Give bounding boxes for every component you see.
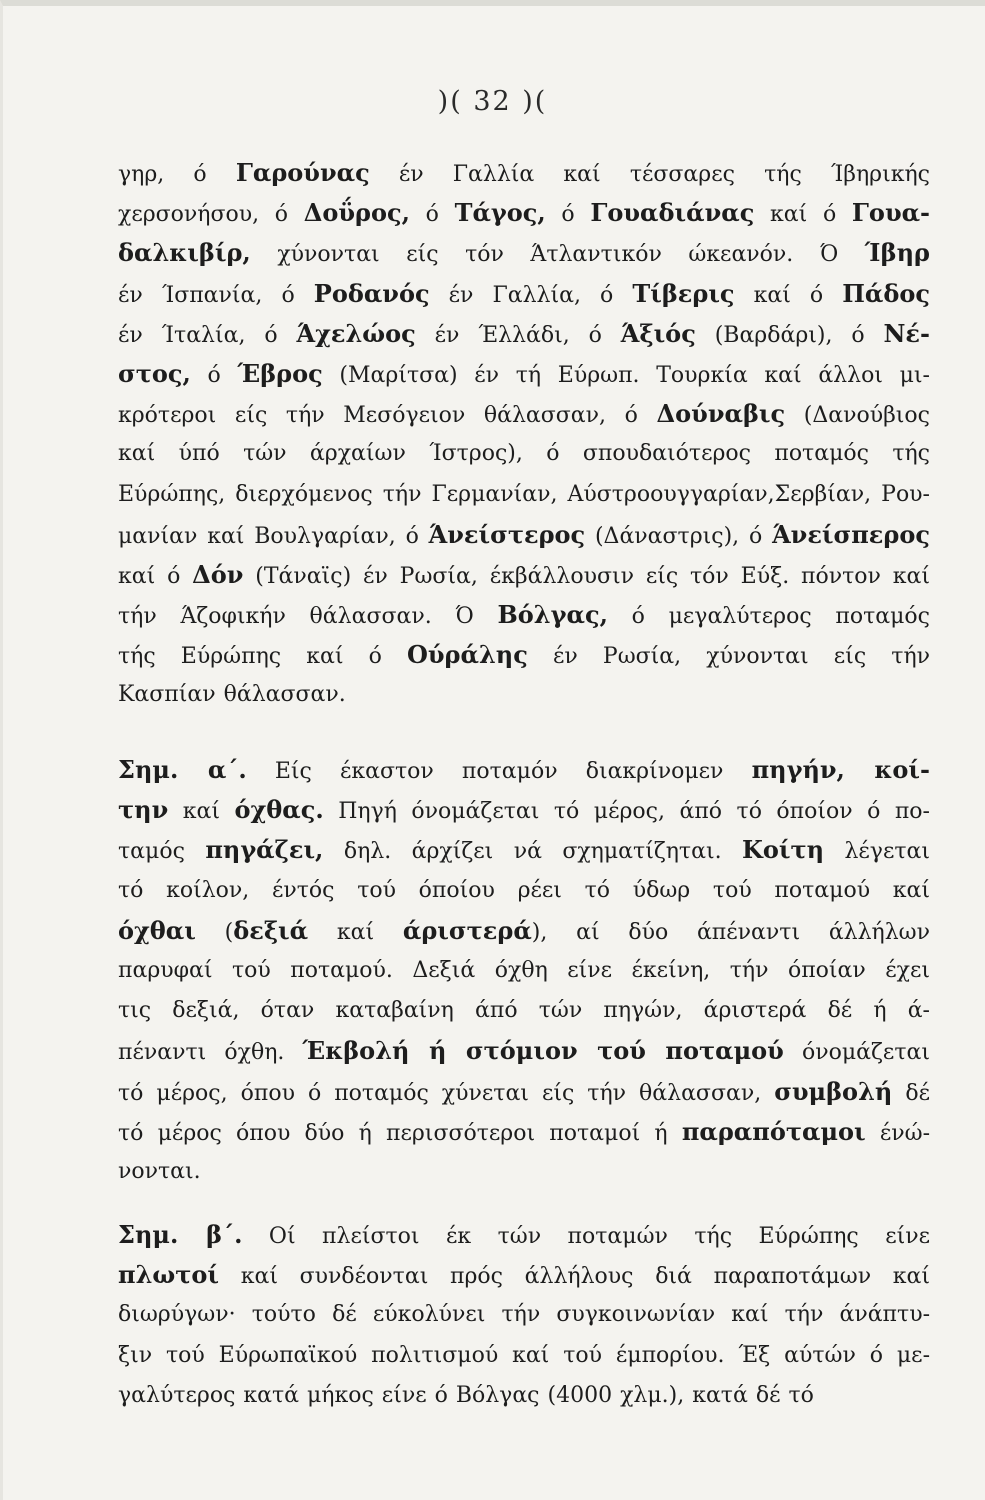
bold-term: συμβολή — [774, 1076, 893, 1106]
text-run: Εύρώπης, διερχόμενος τήν Γερμανίαν, Αύστροουγγαρίαν,Σερβίαν, Ρου- — [118, 481, 930, 507]
text-run: τής Εύρώπης καί ό — [118, 644, 407, 670]
bold-term: πλωτοί — [118, 1260, 220, 1290]
text-run: Είς έκαστον ποταμόν διακρίνομεν — [246, 759, 752, 784]
text-run: ( — [195, 919, 234, 945]
text-line — [118, 233, 930, 273]
text-line — [118, 394, 930, 434]
bold-term: Άνείσπερος — [772, 519, 930, 549]
text-line — [118, 1031, 930, 1071]
text-run: δηλ. άρχίζει νά σχηματίζηται. — [323, 839, 742, 865]
bold-term: Δούναβις — [656, 399, 786, 429]
text-line — [118, 951, 930, 991]
bold-term: Άχελώος — [296, 318, 416, 348]
bold-term: στος, — [118, 358, 191, 388]
text-run: χερσονήσου, ό — [118, 202, 304, 228]
bold-term: Βόλγας, — [497, 600, 608, 630]
text-run: έν Γαλλία καί τέσσαρες τής Ίβηρικής — [369, 162, 930, 187]
text-run: τήν Άζοφικήν θάλασσαν. Ό — [118, 604, 498, 630]
text-line — [118, 1336, 930, 1376]
bold-term: Νέ- — [883, 318, 930, 348]
paragraph-note-b — [118, 1215, 930, 1416]
text-line — [118, 991, 930, 1031]
bold-term: Ούράλης — [406, 640, 528, 670]
paragraph-rivers — [118, 153, 930, 716]
text-run: έν Γαλλία, ό — [429, 282, 633, 308]
text-line — [118, 595, 930, 635]
bold-term: Δοΰρος, — [303, 198, 410, 228]
text-line — [118, 790, 930, 830]
text-run: (Τάναϊς) έν Ρωσία, έκβάλλουσιν είς τόν Εύξ. πόντον καί — [243, 563, 930, 589]
text-run: (Βαρδάρι), ό — [695, 322, 884, 348]
paragraph-note-a — [118, 750, 930, 1192]
text-line — [118, 1112, 930, 1152]
text-run: τό μέρος όπου δύο ή περισσότεροι ποταμοί ή — [118, 1120, 682, 1146]
text-line — [118, 153, 930, 193]
text-line — [118, 675, 930, 715]
bold-term: δαλκιβίρ, — [118, 238, 251, 268]
text-line — [118, 1295, 930, 1335]
text-line — [118, 274, 930, 314]
bold-term: δεξιά — [233, 915, 309, 945]
text-run: τό κοίλον, έντός τού όποίου ρέει τό ύδωρ τού ποταμού καί — [118, 877, 930, 903]
page-number: )( 32 )( — [437, 86, 548, 117]
text-run: χύνονται είς τόν Άτλαντικόν ώκεανόν. Ό — [250, 242, 865, 268]
text-run: έν Ίταλία, ό — [118, 322, 297, 348]
bold-term: την — [118, 795, 169, 825]
text-run: καί συνδέονται πρός άλλήλους διά παραποτάμων καί — [219, 1264, 930, 1290]
text-run: καί ύπό τών άρχαίων Ίστρος), ό σπουδαιότερος ποταμός τής — [118, 441, 930, 467]
text-run: πέναντι όχθη. — [118, 1040, 303, 1066]
text-run: ξιν τού Εύρωπαϊκού πολιτισμού καί τού έμπορίου. Έξ αύτών ό με- — [118, 1342, 930, 1368]
text-run: έν Ρωσία, χύνονται είς τήν — [527, 644, 930, 670]
text-run: κρότεροι είς τήν Μεσόγειον θάλασσαν, ό — [118, 403, 657, 429]
bold-term: Ίβηρ — [864, 238, 930, 268]
text-line — [118, 1215, 930, 1255]
text-run: μανίαν καί Βουλγαρίαν, ό — [118, 523, 429, 549]
text-line — [118, 830, 930, 870]
text-line — [118, 635, 930, 675]
text-run: λέγεται — [824, 839, 931, 865]
bold-term: άριστερά — [402, 915, 532, 945]
text-run: έν Ίσπανία, ό — [118, 282, 314, 308]
text-run: ), αί δύο άπέναντι άλλήλων — [531, 919, 930, 945]
bold-term: Γαρούνας — [235, 158, 370, 187]
bold-term: Ροδανός — [313, 278, 430, 308]
text-run: τις δεξιά, όταν καταβαίνη άπό τών πηγών, άριστερά δέ ή ά- — [118, 998, 930, 1024]
text-run: ό — [193, 162, 236, 187]
bold-term: Άνείστερος — [428, 519, 586, 549]
text-run: καί ό — [734, 282, 843, 308]
text-run: ό μεγαλύτερος ποταμός — [607, 604, 930, 630]
bold-term: όχθας. — [234, 795, 324, 825]
text-run: (Μαρίτσα) έν τή Εύρωπ. Τουρκία καί άλλοι μι- — [322, 362, 930, 388]
bold-term: Τίβερις — [632, 278, 735, 308]
text-run: καί ό — [118, 563, 193, 589]
bold-term: Δόν — [192, 559, 244, 589]
text-run: ένώ- — [865, 1120, 931, 1146]
bold-term: Πάδος — [842, 278, 930, 308]
text-run: ταμός — [118, 839, 206, 865]
bold-term: Γουα- — [851, 198, 931, 228]
text-run: ό — [190, 362, 238, 388]
bold-term: παραπόταμοι — [681, 1116, 866, 1146]
text-run: δέ — [892, 1080, 930, 1106]
text-line — [118, 475, 930, 515]
text-line — [118, 1376, 930, 1416]
bold-term: Άξιός — [620, 318, 696, 348]
text-line — [118, 750, 930, 790]
text-run: παρυφαί τού ποταμού. Δεξιά όχθη είνε έκείνη, τήν όποίαν έχει — [118, 957, 930, 983]
text-line — [118, 1072, 930, 1112]
text-run: καί ό — [754, 202, 852, 228]
bold-term: πηγάζει, — [205, 835, 324, 865]
text-run: Οί πλείστοι έκ τών ποταμών τής Εύρώπης είνε — [242, 1224, 930, 1249]
bold-term: όχθαι — [118, 915, 196, 945]
bold-term: πηγήν, κοί- — [751, 755, 930, 784]
bold-term: Κοίτη — [741, 835, 825, 865]
text-run: (Δάναστρις), ό — [585, 523, 773, 549]
bold-term: Τάγος, — [454, 198, 546, 228]
text-run: γαλύτερος κατά μήκος είνε ό Βόλγας (4000 χλμ.), κατά δέ τό — [118, 1382, 814, 1408]
text-line — [118, 1255, 930, 1295]
text-run: γηρ, — [118, 162, 194, 187]
text-run: τό μέρος, όπου ό ποταμός χύνεται είς τήν θάλασσαν, — [118, 1080, 775, 1106]
text-line — [118, 1152, 930, 1192]
text-run: όνομάζεται — [783, 1040, 930, 1066]
text-line — [118, 434, 930, 474]
text-run: Κασπίαν θάλασσαν. — [118, 682, 346, 708]
bold-term: Γουαδιάνας — [590, 198, 755, 228]
bold-term: Έβρος — [237, 358, 323, 388]
text-run: Πηγή όνομάζεται τό μέρος, άπό τό όποίον ό πο- — [323, 799, 930, 825]
text-line — [118, 871, 930, 911]
text-run: (Δανούβιος — [785, 403, 930, 429]
text-run: διωρύγων· τούτο δέ εύκολύνει τήν συγκοινωνίαν καί τήν άνάπτυ- — [118, 1302, 930, 1328]
bold-term: Σημ. β΄. — [118, 1220, 243, 1249]
text-line — [118, 354, 930, 394]
text-line — [118, 911, 930, 951]
text-run: νονται. — [118, 1158, 201, 1184]
text-line — [118, 515, 930, 555]
bold-term: Έκβολή ή στόμιον τού ποταμού — [302, 1036, 784, 1066]
text-run: ό — [409, 202, 455, 228]
text-line — [118, 193, 930, 233]
text-line — [118, 555, 930, 595]
text-line — [118, 314, 930, 354]
bold-term: Σημ. α΄. — [118, 755, 247, 784]
text-run: ό — [545, 202, 591, 228]
text-run: καί — [308, 919, 403, 945]
text-run: έν Έλλάδι, ό — [415, 322, 621, 348]
text-run: καί — [168, 799, 235, 825]
